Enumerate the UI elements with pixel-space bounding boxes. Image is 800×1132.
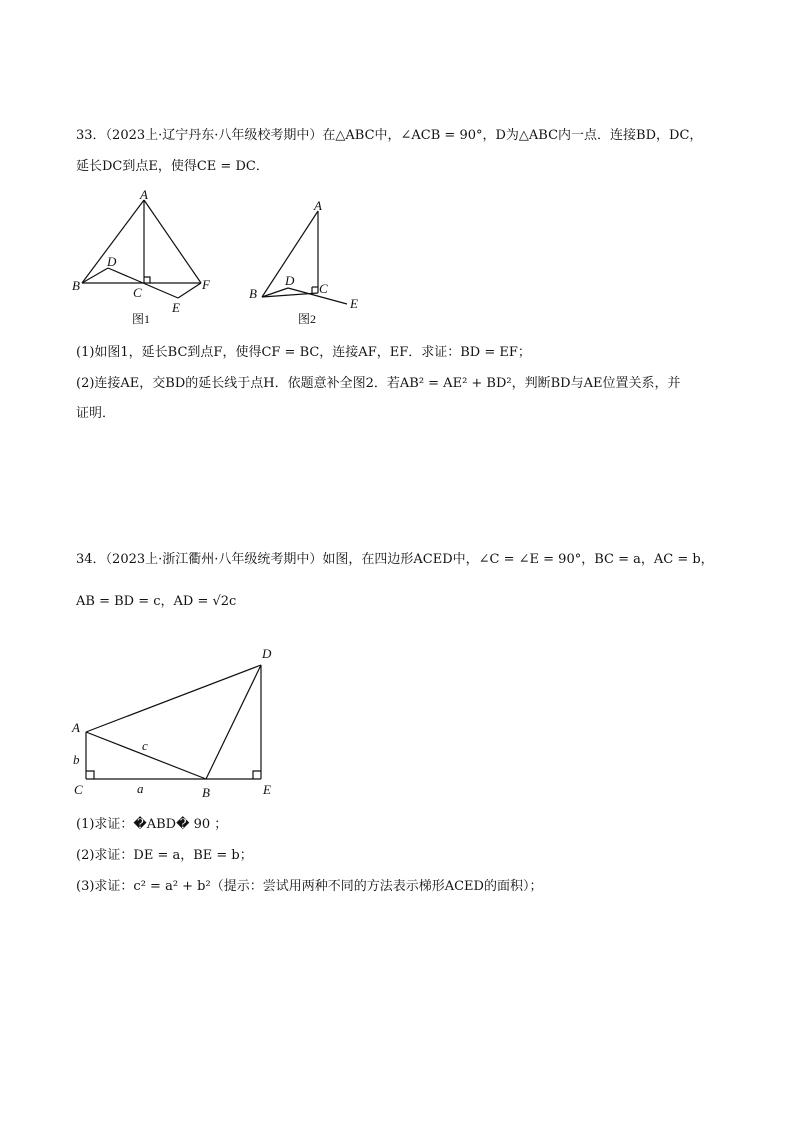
- fig-label-A: A: [72, 720, 80, 735]
- fig-right-angle-mark-C: [86, 771, 94, 779]
- q34-stem-line1: 34．（2023上·浙江衢州·八年级统考期中）如图，在四边形ACED中，∠C = ∠E = 90°，BC = a，AC = b，: [76, 552, 714, 567]
- fig-label-B: B: [202, 785, 210, 800]
- fig1-label-D: D: [107, 254, 117, 269]
- fig1-seg-EF: [178, 283, 201, 298]
- fig-label-b: b: [73, 752, 80, 767]
- fig1-label-E: E: [172, 300, 180, 315]
- fig1-label-F: F: [202, 277, 210, 292]
- fig1-label-B: B: [72, 278, 80, 293]
- q34-stem-line2: AB = BD = c，AD = √2c: [76, 594, 237, 609]
- fig1-label-C: C: [133, 285, 142, 300]
- fig-label-D: D: [262, 646, 272, 661]
- fig2-label-E: E: [350, 296, 358, 311]
- q33-stem-line1: 33．（2023上·辽宁丹东·八年级校考期中）在△ABC中，∠ACB = 90°，D为△ABC内一点．连接BD，DC，: [76, 128, 703, 143]
- fig2-label-A: A: [314, 198, 322, 213]
- q34-part3: (3)求证：c² = a² + b²（提示：尝试用两种不同的方法表示梯形ACED的面积）；: [76, 879, 543, 894]
- fig1-right-angle-mark: [144, 277, 150, 283]
- fig2-caption: 图2: [298, 312, 317, 326]
- q33-part2-line2: 证明．: [76, 406, 116, 421]
- q33-figure-1: [66, 190, 226, 330]
- fig-seg-BD: [206, 665, 261, 779]
- fig-label-E: E: [263, 782, 271, 797]
- q34-part1: (1)求证：�ABD� 90 ；: [76, 817, 228, 832]
- fig1-seg-AF: [144, 200, 201, 283]
- q34-figure: [66, 640, 286, 805]
- fig2-label-B: B: [249, 286, 257, 301]
- q33-part1: (1)如图1，延长BC到点F，使得CF = BC，连接AF，EF．求证：BD = EF；: [76, 345, 531, 360]
- q33-part2-line1: (2)连接AE，交BD的延长线于点H．依题意补全图2．若AB² = AE² + BD²，判断BD与AE位置关系，并: [76, 376, 681, 391]
- fig-right-angle-mark-E: [253, 771, 261, 779]
- q33-stem-line2: 延长DC到点E，使得CE = DC．: [76, 159, 269, 174]
- fig2-label-C: C: [319, 281, 328, 296]
- fig-label-c: c: [142, 738, 148, 753]
- fig1-label-A: A: [140, 190, 148, 202]
- fig-label-a: a: [137, 781, 144, 796]
- fig-seg-AD: [86, 665, 261, 732]
- fig2-label-D: D: [285, 273, 295, 288]
- q34-part2: (2)求证：DE = a，BE = b；: [76, 848, 253, 863]
- fig-label-C: C: [74, 782, 83, 797]
- fig1-seg-BD: [82, 268, 108, 283]
- q33-figure-2: [244, 196, 374, 330]
- fig1-caption: 图1: [132, 312, 151, 326]
